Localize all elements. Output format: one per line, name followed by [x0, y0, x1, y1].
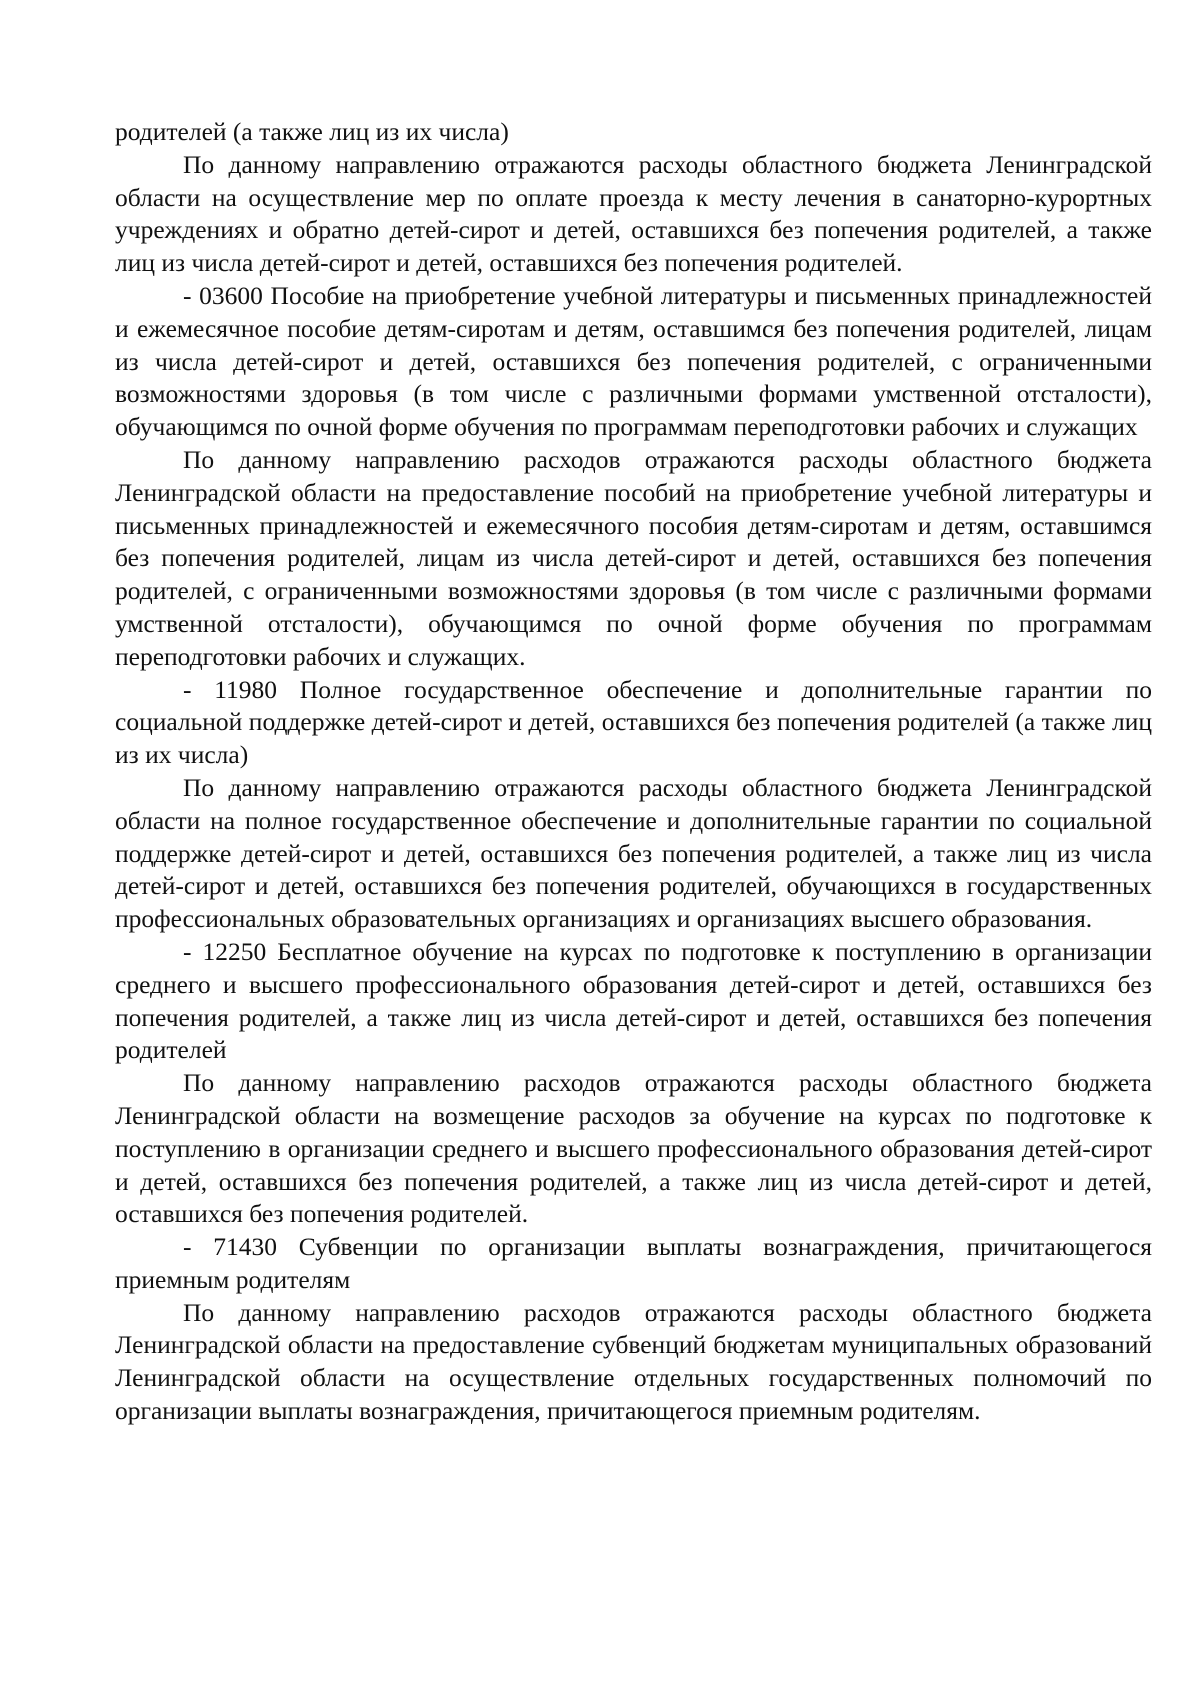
- paragraph-continuation: родителей (а также лиц из их числа): [115, 117, 509, 146]
- paragraph-code-71430-description: По данному направлению расходов отражаются расходы областного бюджета Ленинградской области на предоставление субвенций бюджетам муниципальных образований Ленинградской области на осуществление отдельных государственных полномочий по организации выплаты вознаграждения, причитающегося приемным родителям.: [115, 1297, 1152, 1426]
- paragraph-code-12250-description: По данному направлению расходов отражаются расходы областного бюджета Ленинградской области на возмещение расходов за обучение на курсах по подготовке к поступлению в организации среднего и высшего профессионального образования детей-сирот и детей, оставшихся без попечения родителей, а также лиц из числа детей-сирот и детей, оставшихся без попечения родителей.: [115, 1068, 1152, 1229]
- paragraph-code-71430: - 71430 Субвенции по организации выплаты вознаграждения, причитающегося приемным родителям: [115, 1232, 1152, 1294]
- paragraph-travel-expenses: По данному направлению отражаются расходы областного бюджета Ленинградской области на осуществление мер по оплате проезда к месту лечения в санаторно-курортных учреждениях и обратно детей-сирот и детей, оставшихся без попечения родителей, а также лиц из числа детей-сирот и детей, оставшихся без попечения родителей.: [115, 149, 1152, 278]
- paragraph-code-12250: - 12250 Бесплатное обучение на курсах по подготовке к поступлению в организации среднего и высшего профессионального образования детей-сирот и детей, оставшихся без попечения родителей, а также лиц из числа детей-сирот и детей, оставшихся без попечения родителей: [115, 936, 1152, 1065]
- paragraph-code-11980-description: По данному направлению отражаются расходы областного бюджета Ленинградской области на полное государственное обеспечение и дополнительные гарантии по социальной поддержке детей-сирот и детей, оставшихся без попечения родителей, а также лиц из числа детей-сирот и детей, оставшихся без попечения родителей, обучающихся в государственных профессиональных образовательных организациях и организациях высшего образования.: [115, 772, 1152, 934]
- paragraph-code-11980: - 11980 Полное государственное обеспечение и дополнительные гарантии по социальной поддержке детей-сирот и детей, оставшихся без попечения родителей (а также лиц из их числа): [115, 674, 1152, 770]
- paragraph-code-03600: - 03600 Пособие на приобретение учебной литературы и письменных принадлежностей и ежемесячное пособие детям-сиротам и детям, оставшимся без попечения родителей, лицам из числа детей-сирот и детей, оставшихся без попечения родителей, с ограниченными возможностями здоровья (в том числе с различными формами умственной отсталости), обучающимся по очной форме обучения по программам переподготовки рабочих и служащих: [115, 280, 1152, 442]
- document-body: [115, 116, 1152, 1428]
- paragraph-code-03600-description: По данному направлению расходов отражаются расходы областного бюджета Ленинградской области на предоставление пособий на приобретение учебной литературы и письменных принадлежностей и ежемесячного пособия детям-сиротам и детям, оставшимся без попечения родителей, лицам из числа детей-сирот и детей, оставшихся без попечения родителей, с ограниченными возможностями здоровья (в том числе с различными формами умственной отсталости), обучающимся по очной форме обучения по программам переподготовки рабочих и служащих.: [115, 444, 1152, 671]
